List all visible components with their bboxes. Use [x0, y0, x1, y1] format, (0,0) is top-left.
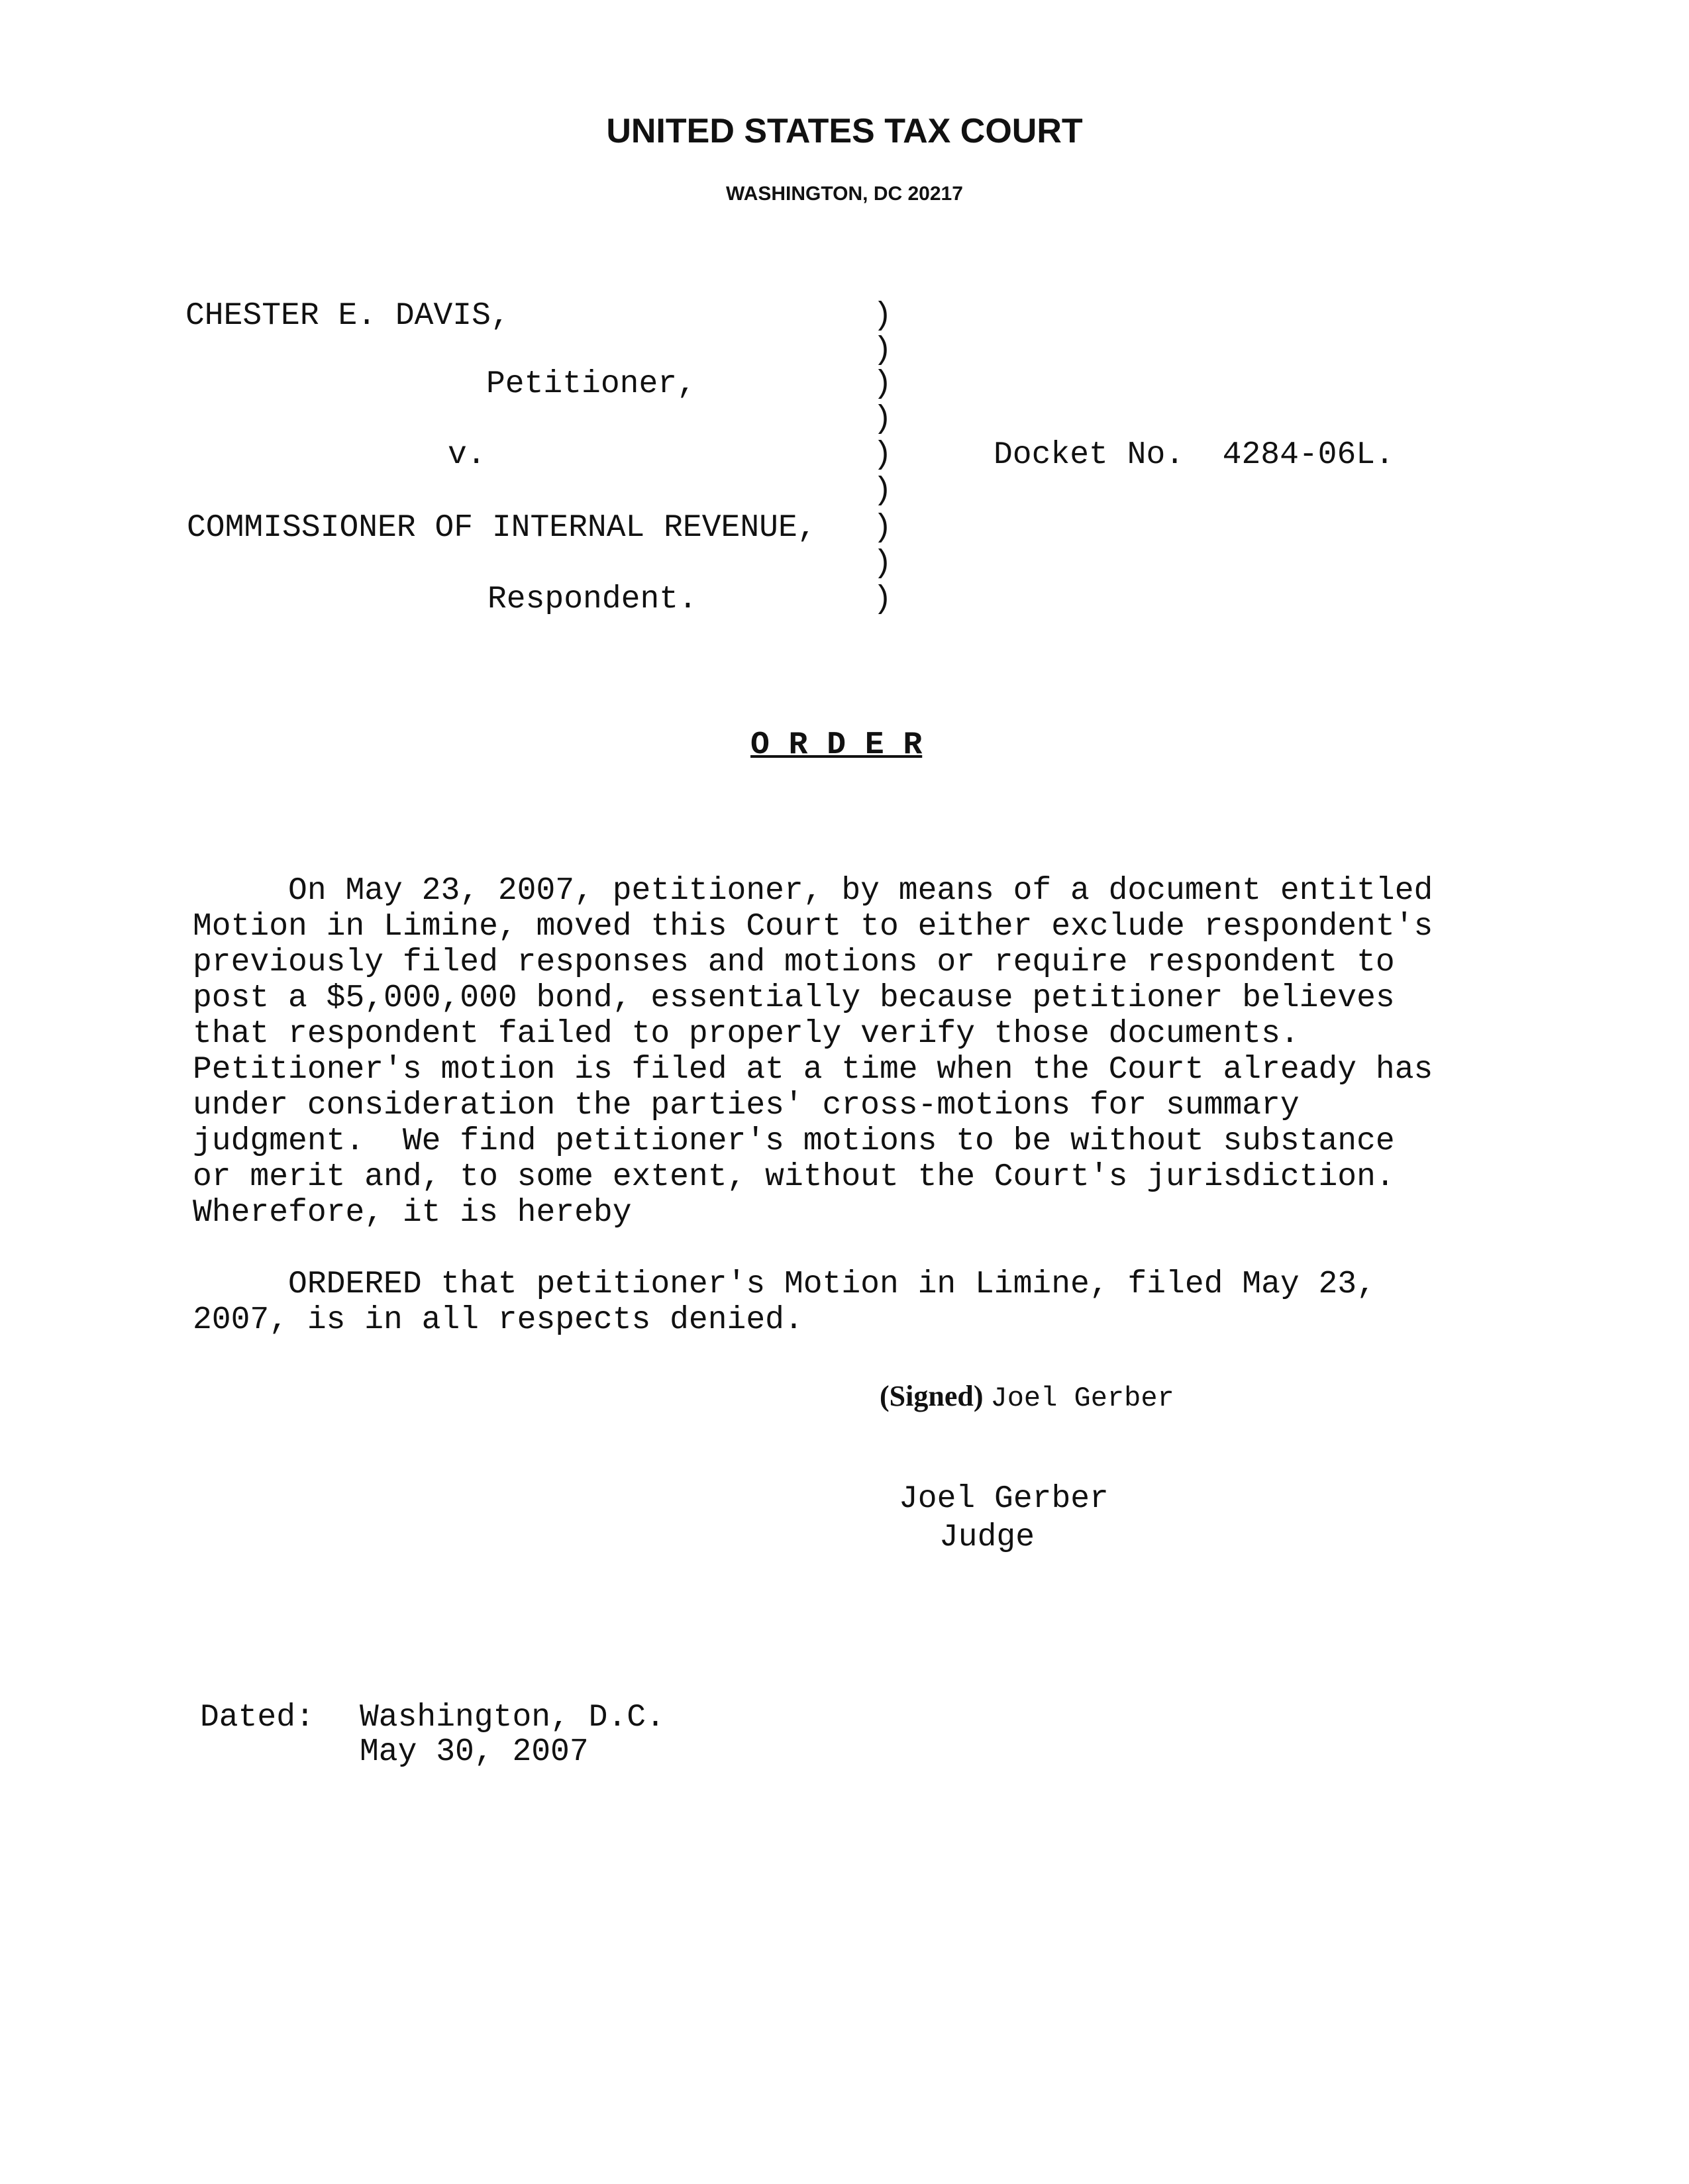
versus: v. — [448, 437, 486, 473]
caption-paren: ) — [873, 473, 892, 509]
body-line: Wherefore, it is hereby — [193, 1195, 632, 1231]
petitioner-role: Petitioner, — [486, 366, 696, 402]
caption-paren: ) — [873, 582, 892, 617]
court-address: WASHINGTON, DC 20217 — [726, 183, 963, 205]
dated-place: Washington, D.C. — [360, 1700, 665, 1736]
body-line: post a $5,000,000 bond, essentially because petitioner believes — [193, 980, 1395, 1016]
body-line: under consideration the parties' cross-motions for summary — [193, 1088, 1300, 1123]
signature-stamp — [880, 1379, 1174, 1414]
caption-paren: ) — [873, 366, 892, 402]
ordered-line: 2007, is in all respects denied. — [193, 1302, 803, 1338]
petitioner-name: CHESTER E. DAVIS, — [185, 298, 510, 334]
respondent-name: COMMISSIONER OF INTERNAL REVENUE, — [187, 510, 817, 546]
dated-date: May 30, 2007 — [360, 1734, 589, 1770]
body-line: previously filed responses and motions or require respondent to — [193, 945, 1395, 980]
caption-paren: ) — [873, 401, 892, 437]
caption-paren: ) — [873, 333, 892, 368]
dated-label: Dated: — [200, 1700, 315, 1736]
order-title: O R D E R — [750, 727, 923, 763]
body-line: Motion in Limine, moved this Court to either exclude respondent's — [193, 909, 1433, 945]
signed-name: Joel Gerber — [990, 1382, 1174, 1414]
docket-number: Docket No. 4284-06L. — [994, 437, 1394, 473]
respondent-role: Respondent. — [487, 582, 697, 617]
judge-name: Joel Gerber — [899, 1481, 1109, 1517]
caption-paren: ) — [873, 546, 892, 582]
body-line: Petitioner's motion is filed at a time when the Court already has — [193, 1052, 1433, 1088]
court-name: UNITED STATES TAX COURT — [606, 112, 1083, 150]
caption-paren: ) — [873, 437, 892, 473]
signed-label: (Signed) — [880, 1380, 984, 1412]
body-line: or merit and, to some extent, without the Court's jurisdiction. — [193, 1159, 1395, 1195]
body-line: judgment. We find petitioner's motions to be without substance — [193, 1123, 1395, 1159]
caption-paren: ) — [873, 298, 892, 334]
caption-paren: ) — [873, 510, 892, 546]
ordered-line: ORDERED that petitioner's Motion in Limine, filed May 23, — [193, 1267, 1376, 1302]
body-line: On May 23, 2007, petitioner, by means of a document entitled — [193, 873, 1433, 909]
body-line: that respondent failed to properly verify those documents. — [193, 1016, 1300, 1052]
judge-title: Judge — [939, 1520, 1035, 1555]
